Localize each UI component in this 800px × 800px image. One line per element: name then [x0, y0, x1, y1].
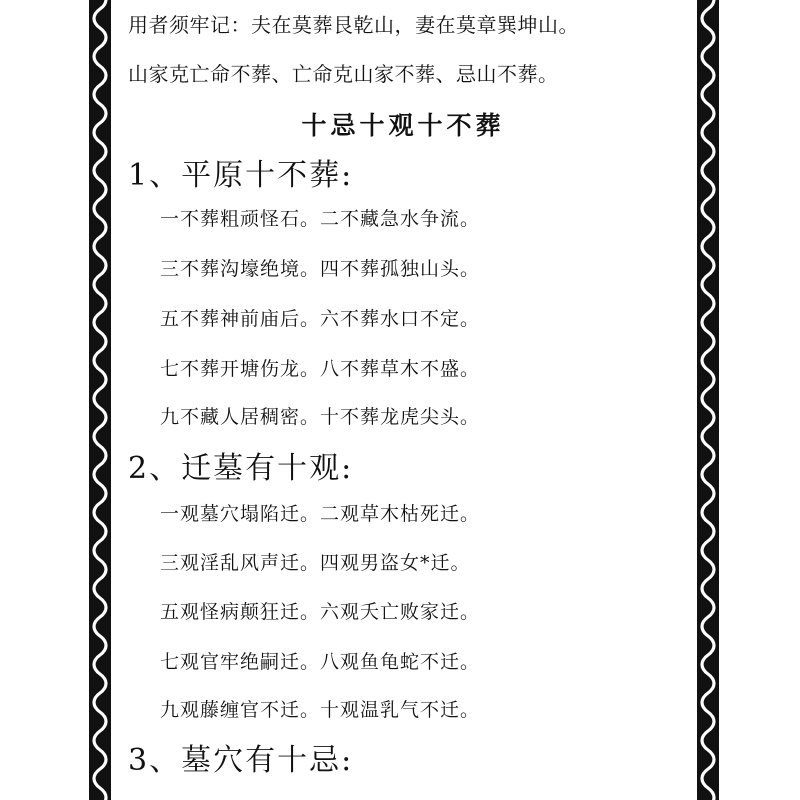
wavy-border-right: [697, 0, 719, 800]
section-heading-1: 1、平原十不葬:: [128, 158, 354, 193]
left-decorative-border: [89, 0, 111, 800]
section-2-line: 五观怪病颠狂迁。六观夭亡败家迁。: [160, 601, 481, 623]
right-decorative-border: [697, 0, 719, 800]
section-heading-3: 3、墓穴有十忌:: [128, 743, 354, 778]
section-1-line: 九不藏人居稠密。十不葬龙虎尖头。: [160, 406, 481, 428]
document-page: [128, 0, 688, 800]
section-2-line: 七观官牢绝嗣迁。八观鱼龟蛇不迁。: [160, 651, 481, 673]
section-2-line: 九观藤缠官不迁。十观温乳气不迁。: [160, 699, 481, 721]
section-2-line: 一观墓穴塌陷迁。二观草木枯死迁。: [160, 503, 481, 525]
section-2-line: 三观淫乱风声迁。四观男盗女*迁。: [160, 552, 471, 574]
section-heading-2: 2、迁墓有十观:: [128, 451, 354, 486]
section-1-line: 三不葬沟壕绝境。四不葬孤独山头。: [160, 258, 481, 280]
section-1-line: 七不葬开塘伤龙。八不葬草木不盛。: [160, 358, 481, 380]
intro-line-1: 用者须牢记：夫在莫葬艮乾山，妻在莫章巽坤山。: [128, 13, 579, 37]
page-title: 十忌十观十不葬: [301, 111, 505, 140]
intro-line-2: 山家克亡命不葬、亡命克山家不葬、忌山不葬。: [128, 62, 559, 86]
section-1-line: 一不葬粗顽怪石。二不藏急水争流。: [160, 208, 481, 230]
wavy-border-left: [89, 0, 111, 800]
section-1-line: 五不葬神前庙后。六不葬水口不定。: [160, 308, 481, 330]
